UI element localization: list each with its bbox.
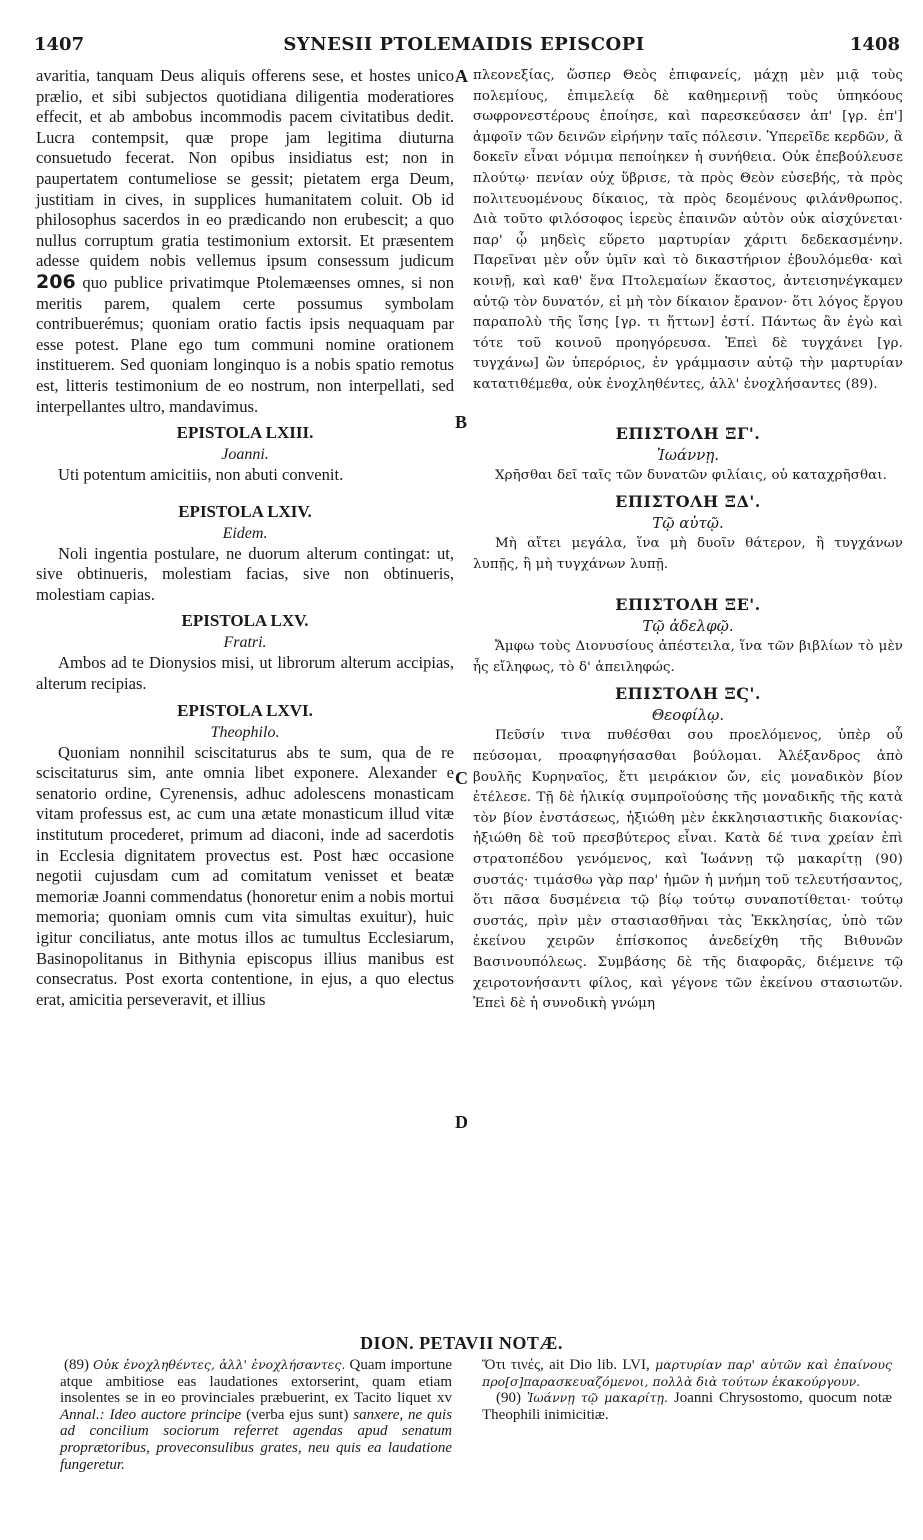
note-89-number: (89) bbox=[64, 1357, 89, 1373]
page-number-left: 1407 bbox=[34, 34, 85, 55]
note-90 bbox=[482, 1390, 892, 1423]
note-89-annal: Annal.: bbox=[60, 1406, 105, 1423]
greek-epistle-65-recipient: Τῷ ἀδελφῷ. bbox=[642, 617, 734, 636]
note-89-quote-2: sanxere, ne quis ad concilium sociorum referret agendas apud senatum proprætoribus, proveconsulibus grates, neu quis ea laudatione fungeretur. bbox=[60, 1406, 453, 1473]
note-90-number: (90) bbox=[496, 1390, 521, 1407]
greek-epistle-64-heading: ΕΠΙΣΤΟΛΗ ΞΔ'. bbox=[615, 492, 761, 512]
note-89-quote-1: Ideo auctore principe bbox=[109, 1406, 242, 1423]
margin-marker-c: C bbox=[455, 768, 468, 788]
latin-epistle-66-heading: EPISTOLA LXVI. bbox=[177, 700, 313, 720]
note-89-text-2: (verba ejus sunt) bbox=[246, 1406, 349, 1423]
latin-column bbox=[36, 66, 454, 1010]
greek-epistle-66-text: Πεῦσίν τινα πυθέσθαι σου προελόμενος, ὑπὲρ οὗ πεύσομαι, προαφηγήσασθαι βούλομαι. Ἀλέξανδρος ἀπὸ βουλῆς Κυρηναῖος, ἔτι μειράκιον ὤν, εἰς μοναδικὸν βίον ἐτέλεσε. Τῇ δὲ ἡλικίᾳ συμπροϊούσης τῆς μοναδικῆς τῆς κατὰ τὸν βίον ἐνστάσεως, ἠξιώθη μὲν ἐκκλησιαστικῆς διακονίας· ἠξιώθη δὲ τοῦ πρεσβύτερος εἶναι. Κατὰ δέ τινα χρείαν ἐπὶ στρατοπέδου γενόμενος, καὶ Ἰωάννῃ τῷ μακαρίτῃ (90) συστάς· τιμάσθω γὰρ παρ' ἡμῶν ἡ μνήμη τοῦ τελευτήσαντος, ὅτι πᾶσα δυσμένεια τῷ βίῳ τούτῳ συναποτίθεται· τούτῳ συστάς, πρὶν μὲν στασιασθῆναι τὰς Ἐκκλησίας, ὑπὸ τῶν ἐκείνου χειρῶν ἐπίσκοπος ἀνεδείχθη τῆς Βιθυνῶν Βασινουπόλεως. Συμβάσης δὲ τῆς διαφορᾶς, διέμεινε τῷ χειροτονήσαντι φίλος, καὶ γέγονε τῶν ἐκείνου στασιωτῶν. Ἐπεὶ δὲ ἡ συνοδικὴ γνώμη bbox=[473, 728, 903, 1012]
latin-epistle-63-recipient: Joanni. bbox=[221, 446, 269, 464]
latin-epistle-64-text: Noli ingentia postulare, ne duorum alterum contingat: ut, sive obtinueris, molestiam facias, sive non obtinueris, molestiam capias. bbox=[36, 543, 454, 604]
greek-epistle-63-recipient: Ἰωάννῃ. bbox=[656, 445, 720, 464]
latin-paragraph bbox=[36, 66, 454, 417]
greek-epistle-66-heading: ΕΠΙΣΤΟΛΗ ΞϚ'. bbox=[614, 684, 761, 704]
latin-epistle-63-heading: EPISTOLA LXIII. bbox=[176, 423, 314, 443]
latin-epistle-65-text: Ambos ad te Dionysios misi, ut librorum alterum accipias, alterum recipias. bbox=[36, 653, 454, 694]
latin-epistle-65-recipient: Fratri. bbox=[223, 634, 267, 652]
latin-epistle-66-recipient: Theophilo. bbox=[210, 723, 280, 741]
latin-epistle-64-heading: EPISTOLA LXIV. bbox=[178, 501, 312, 521]
greek-epistle-64-recipient: Τῷ αὐτῷ. bbox=[652, 514, 724, 533]
latin-epistle-65-heading: EPISTOLA LXV. bbox=[181, 611, 309, 631]
note-89-text-3: Ὅτι τινές, ait Dio lib. LVI, bbox=[482, 1357, 650, 1373]
margin-marker-b: B bbox=[455, 412, 468, 432]
page-number-right: 1408 bbox=[849, 34, 900, 55]
notes-right-column bbox=[482, 1357, 892, 1423]
latin-text-after-ref: quo publice privatimque Ptolemæenses omnes, si non meritis parem, qualem certe possumus symbolam contribuerémus; quoniam oratio factis ipsis nequaquam par esse potest. Plane ego tum communi nomine orationem instituerem. Sed quoniam longinquo is a nobis spatio remotus est, litteris testimonium de eo nostrum, non interpellati, sed interpellantes ultro, mandavimus. bbox=[36, 272, 455, 416]
greek-epistle-64-text: Μὴ αἴτει μεγάλα, ἵνα μὴ δυοῖν θάτερον, ἢ τυγχάνων λυπῇς, ἢ μὴ τυγχάνων λυπῇ. bbox=[473, 536, 903, 572]
latin-epistle-63-text: Uti potentum amicitiis, non abuti convenit. bbox=[58, 465, 344, 485]
latin-epistle-64-recipient: Eidem. bbox=[222, 524, 268, 542]
note-89-greek-quote: μαρτυρίαν παρ' αὐτῶν καὶ ἐπαίνους προ[σ]παρασκευαζόμενοι, πολλὰ διὰ τούτων ἐκακούργουν. bbox=[482, 1357, 892, 1389]
latin-text-before-ref: avaritia, tanquam Deus aliquis offerens sese, et hostes unico prælio, et sibi subjectos quotidiana diligentia moderatiores effecit, et ab ambobus incommodis pacem civitatibus dedit. Lucra contempsit, quæ prope jam legitima diuturna consuetudo fecerat. Non opibus insidiatus est; non in paupertatem contumeliose se gessit; pietatem erga Deum, justitiam in cives, in supplices humanitatem coluit. Ob id philosophus sacerdos in eo prædicando non erubescit; a quo nullus corruptum gratia testimonium extorsit. Et præsentem adesse quidem nobis vellemus ipsum consessum judicum bbox=[36, 66, 454, 271]
note-89 bbox=[60, 1357, 452, 1473]
latin-epistle-66-text: Quoniam nonnihil sciscitaturus abs te sum, qua de re sciscitaturus sim, ante omnia libet exponere. Alexander e senatorio ordine, Cyrenensis, adhuc adolescens monasticam vitam professus est, ac cum una ætate monasticum illud vitæ institutum procederet, primum ad diaconi, inde ad sacerdotis in Ecclesia dignitatem provectus est. Post hæc occasione negotii cujusdam cum ad comitatum venisset et beatæ memoriæ Joanni commendatus (honoretur enim a nobis mortui memoria; quoniam omnis cum vita simultas exuitur), huic igitur conciliatus, ante motus illos ac tumultus Ecclesiarum, Basinopolitanus in Bithynia episcopus illius manibus est consecratus. Post exorta contentione, in ejus, a quo electus erat, amicitia perseveravit, et illius bbox=[36, 742, 454, 1009]
page-header bbox=[28, 32, 900, 56]
greek-paragraph: πλεονεξίας, ὥσπερ Θεὸς ἐπιφανείς, μάχῃ μὲν μιᾷ τοὺς πολεμίους, ἐπιμελείᾳ δὲ καθημερινῇ τοὺς ὑπηκόους σωφρονεστέρους ἐποίησε, καὶ παρεσκεύασεν ἀπ' [γρ. ἐπ'] ἀμφοῖν τῶν δεινῶν εἰρήνην ταῖς πόλεσιν. Ὑπερεῖδε κερδῶν, ἃ δοκεῖν εἶναι νόμιμα πεποίηκεν ἡ συνήθεια. Οὐκ ἐπεβούλευσε πλούτῳ· πενίαν οὐχ ὕβρισε, τὰ πρὸς Θεὸν εὐσεβής, τὰ πρὸς πολιτευομένους δίκαιος, τὰ πρὸς δεομένους φιλάνθρωπος. Διὰ τοῦτο φιλόσοφος ἱερεὺς ἐπαινῶν αὐτὸν οὐκ αἰσχύνεται· παρ' ᾧ μηδεὶς εὕρετο μαρτυρίαν χάριτι δεδεκασμένην. Παρεῖναι μὲν οὖν ὑμῖν καὶ τὸ δικαστήριον ἐβουλόμεθα· καὶ κοινῇ, καὶ καθ' ἕνα Πτολεμαίων ἕκαστος, ἀντεισηνέγκαμεν αὐτῷ τὸν δυνατόν, εἰ μὴ τὸν δίκαιον ἔρανον· ὅτι λόγος ἔργου παραπολὺ τῆς ἴσης [γρ. τι ἥττων] ἐστί. Πάντως ἂν ἐγὼ καὶ τότε τοῦ κοινοῦ προηγόρευσα. Ἐπεὶ δὲ τυγχάνει [γρ. τυγχάνω] ὢν ὑπερόριος, ἐν γράμμασιν αὐτῷ τὴν μαρτυρίαν κατατιθέμεθα, οὐκ ἐνοχληθέντες, ἀλλ' ἐνοχλήσαντες (89). bbox=[473, 68, 903, 392]
greek-epistle-65-heading: ΕΠΙΣΤΟΛΗ ΞΕ'. bbox=[615, 595, 761, 615]
notes-left-column bbox=[60, 1357, 452, 1473]
greek-epistle-65-text: Ἄμφω τοὺς Διονυσίους ἀπέστειλα, ἵνα τῶν βιβλίων τὸ μὲν ἧς εἴληφως, τὸ δ' ἀπειληφώς. bbox=[473, 639, 903, 675]
reference-number: 206 bbox=[36, 270, 76, 293]
note-90-lemma: Ἰωάννῃ τῷ μακαρίτῃ. bbox=[526, 1390, 668, 1406]
margin-marker-a: A bbox=[455, 66, 468, 86]
notes-title: DION. PETAVII NOTÆ. bbox=[360, 1333, 563, 1353]
greek-column bbox=[473, 66, 903, 1015]
greek-epistle-63-heading: ΕΠΙΣΤΟΛΗ ΞΓ'. bbox=[615, 423, 761, 443]
note-89-lemma: Οὐκ ἐνοχληθέντες, ἀλλ' ἐνοχλήσαντες. bbox=[93, 1357, 346, 1372]
margin-marker-d: D bbox=[455, 1112, 468, 1132]
greek-epistle-66-recipient: Θεοφίλῳ. bbox=[651, 706, 725, 725]
note-90-text: Joanni Chrysostomo, quocum notæ Theophili inimicitiæ. bbox=[482, 1390, 893, 1423]
note-89-text-1: Quam importune atque ambitiose eas laudationes extorserint, quam etiam insolentes se in eo provinciales præbuerint, ex Tacito liquet xv bbox=[60, 1357, 452, 1407]
greek-epistle-63-text: Χρῆσθαι δεῖ ταῖς τῶν δυνατῶν φιλίαις, οὐ καταχρῆσθαι. bbox=[495, 467, 888, 483]
running-title: SYNESII PTOLEMAIDIS EPISCOPI bbox=[283, 34, 645, 55]
note-89-continued bbox=[482, 1357, 892, 1390]
